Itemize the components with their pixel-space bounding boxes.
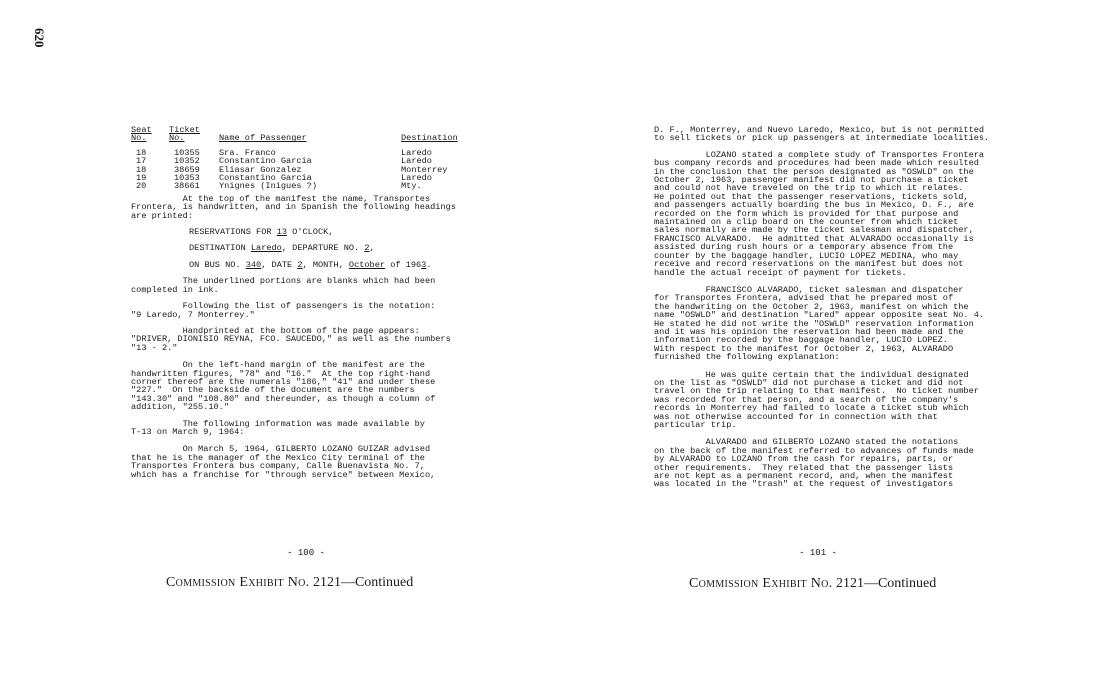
paragraph-explanation: He was quite certain that the individual designated on the list as "OSWLD" did not purchase a ticket and did not travel on the trip relating to that manifest. No ticket number was recorded for that person, and a search of the company's records in Monterrey had failed to locate a ticket stub which was not otherwise accounted for in connection with that particular trip. xyxy=(654,369,979,430)
right-page-column xyxy=(654,126,1008,489)
paragraph-margin-figures: On the left-hand margin of the manifest are the handwritten figures, "78" and "16." At the top right-hand corner thereof are the numerals "186," "41" and under these "227." On the backside of the document are the numbers "143.30" and "108.80" and thereunder, as though a column of addition, "255.10." xyxy=(131,360,436,413)
paragraph-lozano-study: LOZANO stated a complete study of Transportes Frontera bus company records and procedures had been made which resulted in the conclusion that the person designated as "OSWLD" on the October 2, 1963, passenger manifest did not purchase a ticket and could not have traveled on the trip to which it relates. He pointed out that the passenger reservations, tickets sold, and passengers actually boarding the bus in Mexico, D. F., are recorded on the form which is provided for that purpose and maintained on a clip board on the counter from which ticket sales normally are made by the ticket salesman and dispatcher, FRANCISCO ALVARADO. He admitted that ALVARADO occasionally is assisted during rush hours or a temporary absence from the counter by the baggage handler, LUCIO LOPEZ MEDINA, who may receive and record reservations on the manifest but does not handle the actual receipt of payment for tickets. xyxy=(654,149,985,278)
table-row: 19 10353 Constantino Garcia Laredo xyxy=(136,173,432,184)
left-footer-caption: Commission Exhibit No. 2121—Continued xyxy=(166,575,414,590)
paragraph-underlined: The underlined portions are blanks which had been completed in ink. xyxy=(131,276,436,295)
passenger-table xyxy=(131,126,458,191)
paragraph-lozano: On March 5, 1964, GILBERTO LOZANO GUIZAR advised that he is the manager of the Mexico City terminal of the Transportes Frontera bus company, Calle Buenavista No. 7, which has a franchise for "through service" between Mexico, xyxy=(131,444,436,480)
form-line-bus: ON BUS NO. 340, DATE 2, MONTH, October of 1963. xyxy=(189,259,432,270)
right-folio: - 101 - xyxy=(799,548,837,558)
paragraph-handprinted: Handprinted at the bottom of the page appears: "DRIVER, DIONISIO REYNA, FCO. SAUCEDO," as well as the numbers "13 - 2." xyxy=(131,325,451,353)
paragraph-notations: ALVARADO and GILBERTO LOZANO stated the notations on the back of the manifest referred to advances of funds made by ALVARADO to LOZANO from the cash for repairs, parts, or other requirements. They related that the passenger lists are not kept as a permanent record, and, when the manifest was located in the "trash" at the request of investigators xyxy=(654,437,974,490)
paragraph-t13: The following information was made available by T-13 on March 9, 1964: xyxy=(131,418,425,437)
left-page-column xyxy=(131,126,481,479)
table-row: 17 10352 Constantino Garcia Laredo xyxy=(136,156,432,167)
form-line-reservations: RESERVATIONS FOR 13 O'CLOCK, xyxy=(189,227,334,238)
header-destination: Destination xyxy=(401,133,458,144)
form-line-destination: DESTINATION Laredo, DEPARTURE NO. 2, xyxy=(189,243,375,254)
book-page-number: 620 xyxy=(32,28,47,48)
table-row: 18 10355 Sra. Franco Laredo xyxy=(136,147,432,158)
header-seat: Seat No. xyxy=(131,125,152,144)
paragraph-manifest-heading: At the top of the manifest the name, Transportes Frontera, is handwritten, and in Spanish the following headings are printed: xyxy=(131,193,456,221)
right-footer-caption: Commission Exhibit No. 2121—Continued xyxy=(689,576,937,591)
paragraph-continuation: D. F., Monterrey, and Nuevo Laredo, Mexico, but is not permitted to sell tickets or pick up passengers at intermediate localities. xyxy=(654,125,990,144)
paragraph-alvarado: FRANCISCO ALVARADO, ticket salesman and dispatcher for Transportes Frontera, advised that he prepared most of the handwriting on the October 2, 1963, manifest on which the name "OSWLD" and destination "Lared" appear opposite seat No. 4. He stated he did not write the "OSWLD" reservation information and it was his opinion the reservation had been made and the information recorded by the baggage handler, LUCIO LOPEZ. With respect to the manifest for October 2, 1963, ALVARADO furnished the following explanation: xyxy=(654,284,985,363)
table-header xyxy=(131,126,458,143)
table-row: 20 38661 Ynignes (Inigues ?) Mty. xyxy=(136,181,422,192)
table-row: 18 38659 Eliasar Gonzalez Monterrey xyxy=(136,164,448,175)
paragraph-notation: Following the list of passengers is the notation: "9 Laredo, 7 Monterrey." xyxy=(131,301,436,320)
header-name: Name of Passenger xyxy=(219,133,307,144)
left-folio: - 100 - xyxy=(287,548,325,558)
header-ticket: Ticket No. xyxy=(169,125,200,144)
